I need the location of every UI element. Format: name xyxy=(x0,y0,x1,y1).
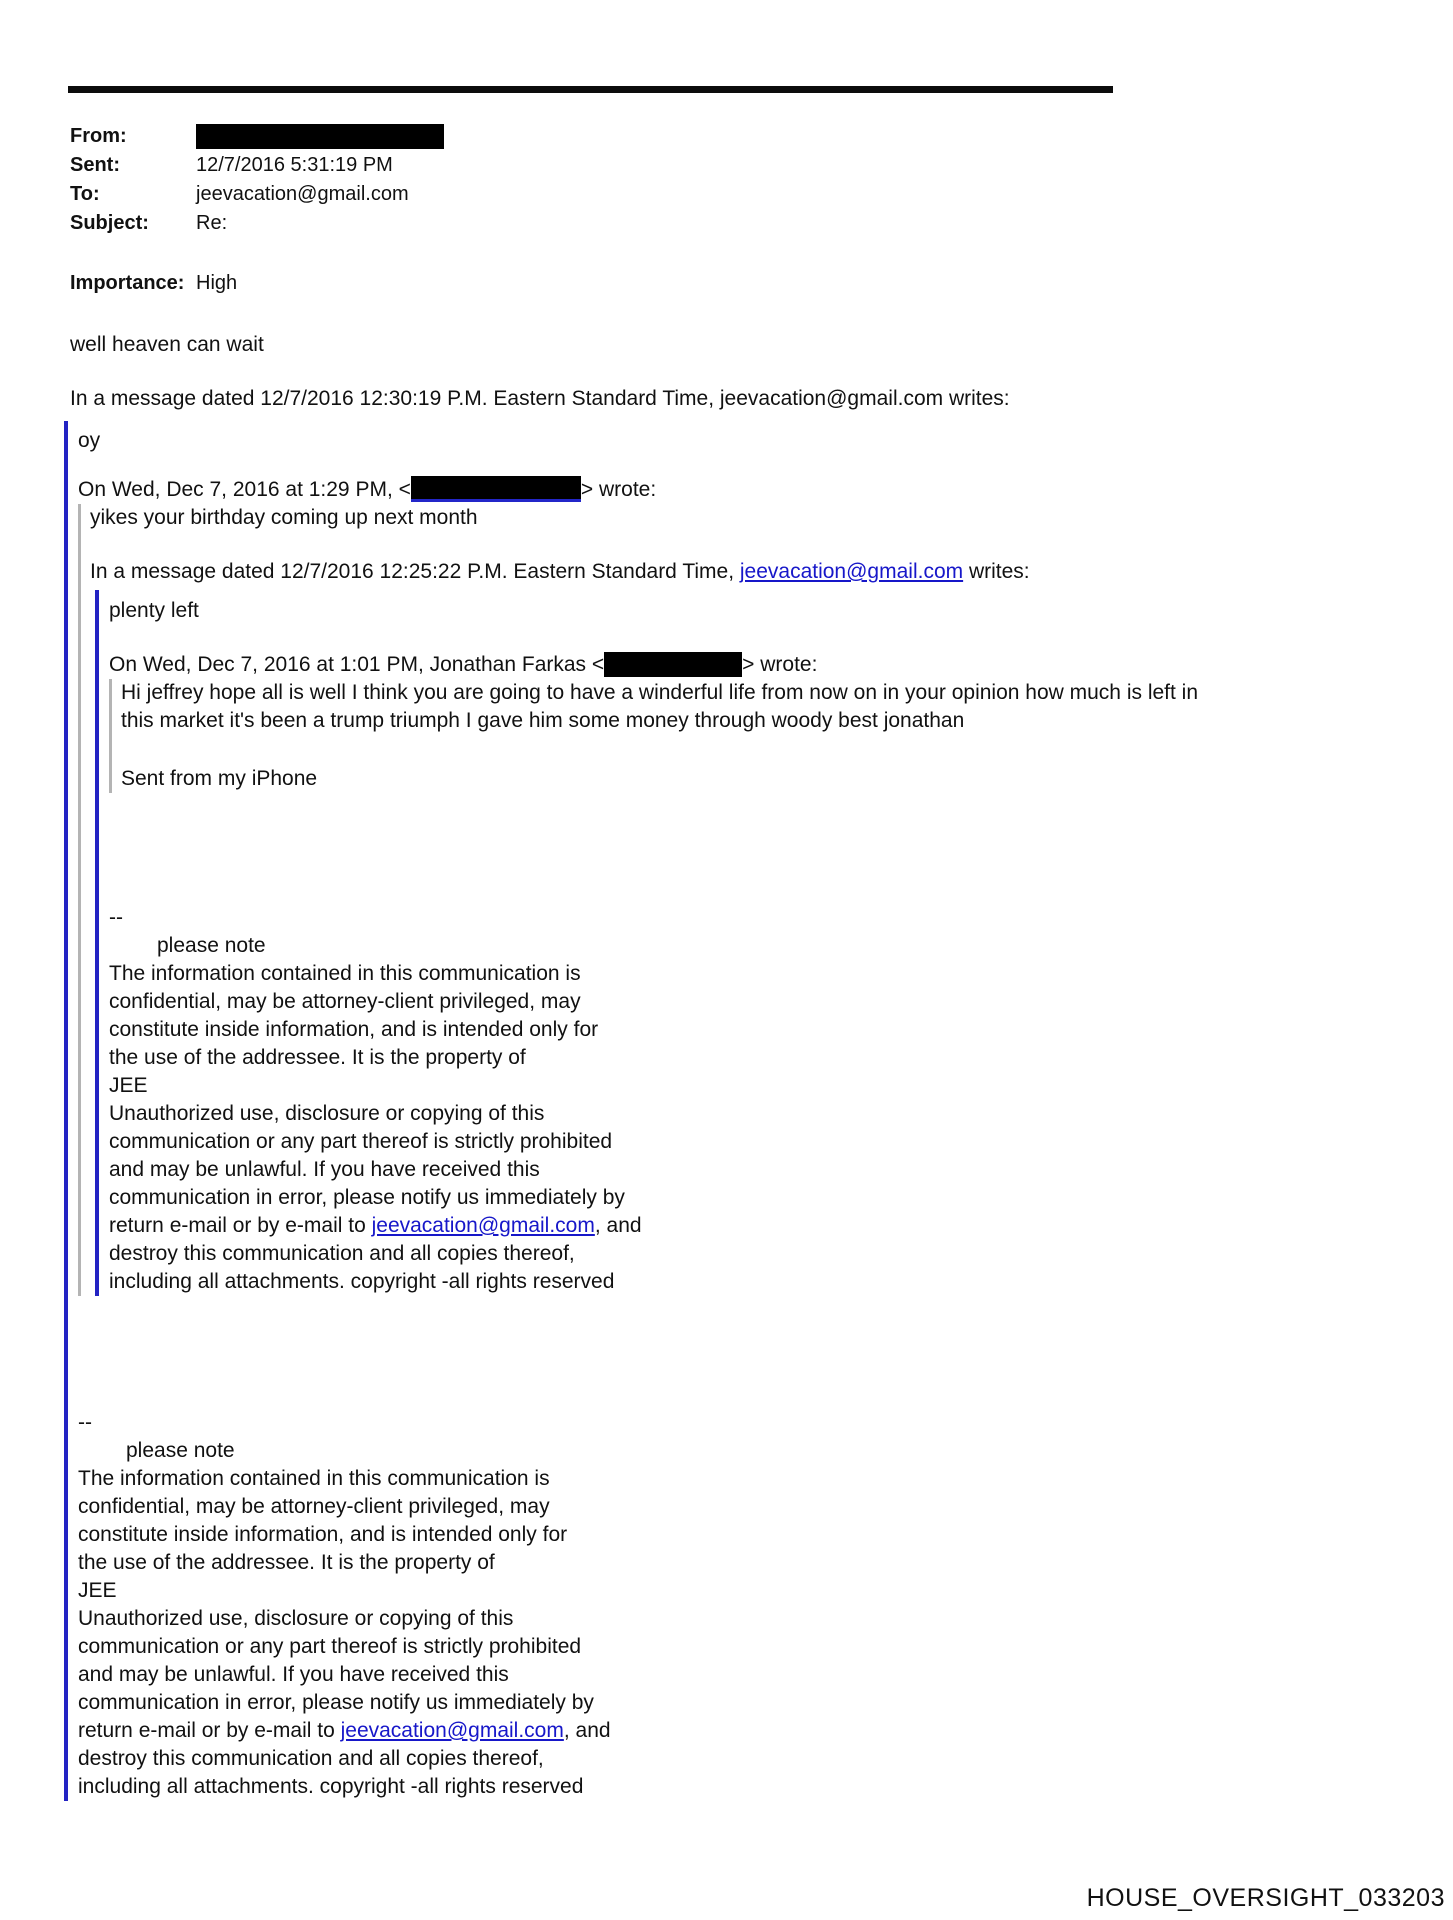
attribution-line-1 xyxy=(78,476,1198,504)
disclaimer-line: communication or any part thereof is strictly prohibited xyxy=(109,1130,613,1153)
subject-label: Subject: xyxy=(70,212,149,234)
spacer xyxy=(78,1296,1198,1409)
email-link-disclaimer-1[interactable]: jeevacation@gmail.com xyxy=(371,1214,595,1237)
redaction-bar-sender-2 xyxy=(604,652,742,677)
to-value: jeevacation@gmail.com xyxy=(196,183,409,205)
disclaimer-line: confidential, may be attorney-client privileged, may xyxy=(109,990,581,1013)
from-label: From: xyxy=(70,125,127,147)
disclaimer-line: The information contained in this communication is xyxy=(109,962,581,985)
disclaimer-block-1 xyxy=(109,904,1198,1296)
disclaimer-note: please note xyxy=(157,934,266,957)
attribution-1-pre: On Wed, Dec 7, 2016 at 1:29 PM, < xyxy=(78,478,411,501)
disclaimer-line: JEE xyxy=(109,1074,148,1097)
importance-label: Importance: xyxy=(70,272,185,294)
message-line-2: this market it's been a trump triumph I gave him some money through woody best jonathan xyxy=(121,709,965,732)
disclaimer-line: including all attachments. copyright -all rights reserved xyxy=(78,1775,584,1798)
disclaimer-line: the use of the addressee. It is the property of xyxy=(109,1046,526,1069)
quote-gray-2 xyxy=(109,679,1198,793)
header-row-subject xyxy=(70,211,444,240)
intro-2-pre: In a message dated 12/7/2016 12:25:22 P.M. Eastern Standard Time, xyxy=(90,560,740,583)
spacer xyxy=(78,455,1198,476)
disclaimer-line: and may be unlawful. If you have received this xyxy=(78,1663,509,1686)
header-row-from xyxy=(70,124,444,153)
attribution-1-post: > wrote: xyxy=(580,478,657,501)
disclaimer-line: JEE xyxy=(78,1579,117,1602)
quote-gray-1 xyxy=(78,504,1198,1296)
intro-line-2 xyxy=(90,558,1198,586)
spacer xyxy=(121,735,1198,765)
quoted-reply-yikes: yikes your birthday coming up next month xyxy=(90,506,478,529)
sent-label: Sent: xyxy=(70,154,120,176)
disclaimer-link-post: , and xyxy=(563,1719,611,1742)
quote1-reply: oy xyxy=(78,429,101,452)
quote2-reply: plenty left xyxy=(109,599,199,622)
disclaimer-line: and may be unlawful. If you have received this xyxy=(109,1158,540,1181)
disclaimer-link-line xyxy=(78,1717,1198,1745)
disclaimer-note: please note xyxy=(126,1439,235,1462)
disclaimer-line: communication in error, please notify us immediately by xyxy=(78,1691,594,1714)
header-row-sent xyxy=(70,153,444,182)
attribution-2-post: > wrote: xyxy=(742,653,818,676)
disclaimer-line: constitute inside information, and is intended only for xyxy=(109,1018,599,1041)
to-label: To: xyxy=(70,183,100,205)
header-row-importance xyxy=(70,271,237,296)
disclaimer-link-line xyxy=(109,1212,1198,1240)
disclaimer-link-pre: return e-mail or by e-mail to xyxy=(78,1719,341,1742)
disclaimer-line: communication in error, please notify us immediately by xyxy=(109,1186,625,1209)
subject-value: Re: xyxy=(196,212,228,234)
disclaimer-line: Unauthorized use, disclosure or copying of this xyxy=(109,1102,545,1125)
disclaimer-block-2 xyxy=(78,1409,1198,1801)
disclaimer-line: communication or any part thereof is strictly prohibited xyxy=(78,1635,582,1658)
disclaimer-line: destroy this communication and all copies thereof, xyxy=(109,1242,575,1265)
email-link-intro-2[interactable]: jeevacation@gmail.com xyxy=(739,560,964,583)
importance-value: High xyxy=(196,272,238,294)
redaction-bar-sender-1 xyxy=(411,476,581,502)
spacer xyxy=(90,532,1198,558)
sent-from-iphone: Sent from my iPhone xyxy=(121,767,318,790)
quote-level-1 xyxy=(64,421,1198,1801)
disclaimer-dashes: -- xyxy=(109,906,123,929)
disclaimer-line: destroy this communication and all copies thereof, xyxy=(78,1747,544,1770)
header-row-to xyxy=(70,182,444,211)
disclaimer-line: Unauthorized use, disclosure or copying of this xyxy=(78,1607,514,1630)
header-divider-rule xyxy=(68,86,1113,93)
email-link-disclaimer-2[interactable]: jeevacation@gmail.com xyxy=(340,1719,564,1742)
message-line-1: Hi jeffrey hope all is well I think you are going to have a winderful life from now on in your opinion how much is left in xyxy=(121,681,1199,704)
footer-bates-number: HOUSE_OVERSIGHT_033203 xyxy=(1086,1884,1445,1912)
disclaimer-link-pre: return e-mail or by e-mail to xyxy=(109,1214,372,1237)
opening-line: well heaven can wait xyxy=(70,333,264,356)
disclaimer-line: the use of the addressee. It is the property of xyxy=(78,1551,495,1574)
spacer xyxy=(109,793,1198,904)
disclaimer-line: The information contained in this communication is xyxy=(78,1467,550,1490)
redaction-bar-from xyxy=(196,124,444,149)
disclaimer-line: constitute inside information, and is intended only for xyxy=(78,1523,568,1546)
message-thread xyxy=(70,385,1198,1801)
attribution-2-pre: On Wed, Dec 7, 2016 at 1:01 PM, Jonathan Farkas < xyxy=(109,653,605,676)
disclaimer-line: including all attachments. copyright -all rights reserved xyxy=(109,1270,615,1293)
intro-line-1: In a message dated 12/7/2016 12:30:19 P.M. Eastern Standard Time, jeevacation@gmail.com writes: xyxy=(70,387,1010,410)
spacer xyxy=(109,625,1198,651)
email-header xyxy=(70,124,444,240)
disclaimer-link-post: , and xyxy=(594,1214,642,1237)
attribution-line-2 xyxy=(109,651,1198,679)
disclaimer-line: confidential, may be attorney-client privileged, may xyxy=(78,1495,550,1518)
sent-value: 12/7/2016 5:31:19 PM xyxy=(196,154,393,176)
disclaimer-dashes: -- xyxy=(78,1411,92,1434)
intro-2-post: writes: xyxy=(963,560,1030,583)
quote-level-2 xyxy=(95,590,1198,1296)
